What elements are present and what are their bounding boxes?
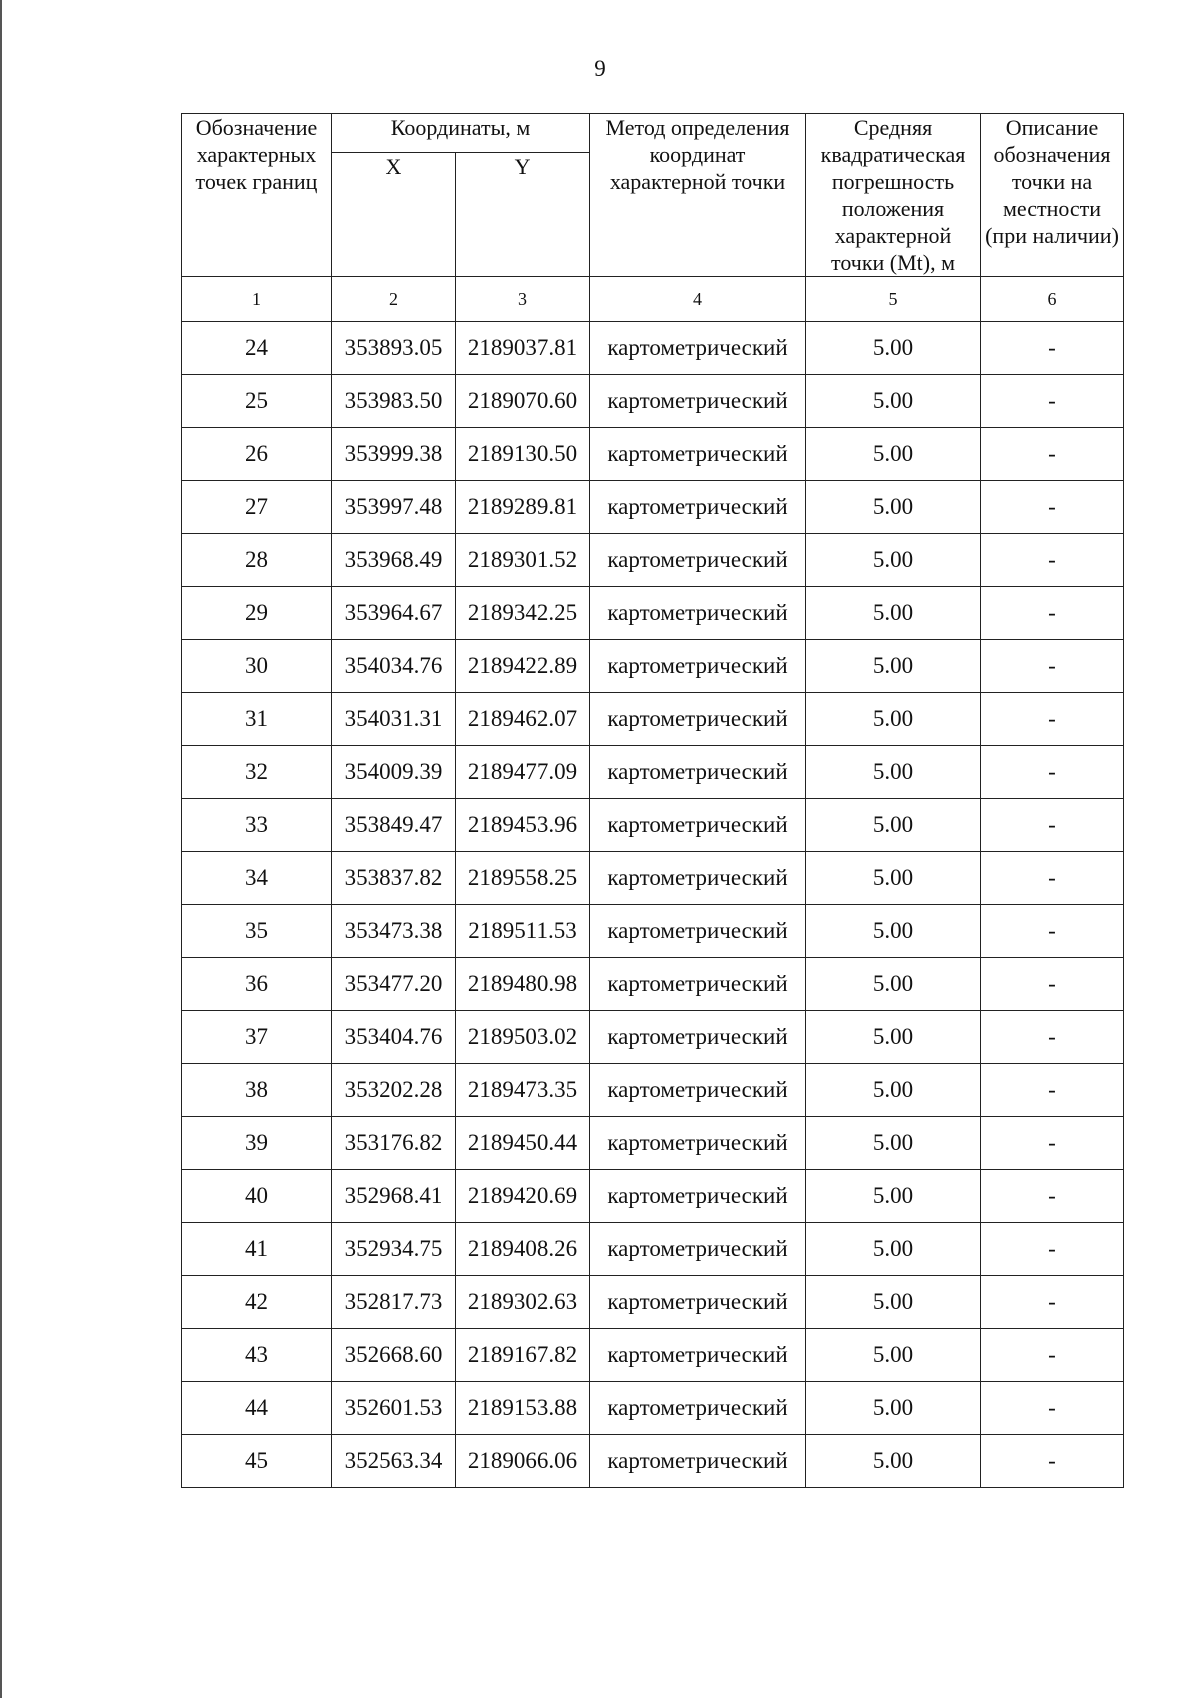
x-coordinate-cell: 354031.31 [332, 693, 456, 746]
table-row [182, 799, 1124, 852]
y-coordinate-cell: 2189453.96 [456, 799, 590, 852]
point-cell: 24 [182, 322, 332, 375]
y-coordinate-cell: 2189477.09 [456, 746, 590, 799]
error-cell: 5.00 [806, 852, 981, 905]
description-cell: - [981, 375, 1124, 428]
error-cell: 5.00 [806, 1223, 981, 1276]
error-cell: 5.00 [806, 1276, 981, 1329]
description-cell: - [981, 799, 1124, 852]
error-cell: 5.00 [806, 640, 981, 693]
y-coordinate-cell: 2189302.63 [456, 1276, 590, 1329]
y-coordinate-cell: 2189503.02 [456, 1011, 590, 1064]
point-cell: 39 [182, 1117, 332, 1170]
method-cell: картометрический [590, 1064, 806, 1117]
table-row [182, 481, 1124, 534]
description-cell: - [981, 958, 1124, 1011]
error-cell: 5.00 [806, 905, 981, 958]
table-row [182, 1117, 1124, 1170]
x-coordinate-cell: 352601.53 [332, 1382, 456, 1435]
y-coordinate-cell: 2189167.82 [456, 1329, 590, 1382]
error-cell: 5.00 [806, 587, 981, 640]
table-body [182, 322, 1124, 1488]
table-row [182, 1170, 1124, 1223]
description-cell: - [981, 1170, 1124, 1223]
point-cell: 25 [182, 375, 332, 428]
method-cell: картометрический [590, 375, 806, 428]
method-cell: картометрический [590, 1011, 806, 1064]
error-cell: 5.00 [806, 375, 981, 428]
header-description: Описание обозначения точки на местности (при наличии) [981, 114, 1124, 277]
y-coordinate-cell: 2189422.89 [456, 640, 590, 693]
column-number: 1 [182, 277, 332, 322]
method-cell: картометрический [590, 1329, 806, 1382]
description-cell: - [981, 1329, 1124, 1382]
x-coordinate-cell: 353999.38 [332, 428, 456, 481]
description-cell: - [981, 1276, 1124, 1329]
header-coordinates: Координаты, м [332, 114, 590, 153]
table-row [182, 852, 1124, 905]
method-cell: картометрический [590, 1223, 806, 1276]
x-coordinate-cell: 353968.49 [332, 534, 456, 587]
point-cell: 29 [182, 587, 332, 640]
method-cell: картометрический [590, 1382, 806, 1435]
error-cell: 5.00 [806, 481, 981, 534]
description-cell: - [981, 1064, 1124, 1117]
x-coordinate-cell: 353837.82 [332, 852, 456, 905]
x-coordinate-cell: 352817.73 [332, 1276, 456, 1329]
table-row [182, 587, 1124, 640]
error-cell: 5.00 [806, 799, 981, 852]
y-coordinate-cell: 2189037.81 [456, 322, 590, 375]
scan-edge-line [0, 0, 2, 1698]
method-cell: картометрический [590, 640, 806, 693]
point-cell: 44 [182, 1382, 332, 1435]
table-row [182, 746, 1124, 799]
table-row [182, 905, 1124, 958]
y-coordinate-cell: 2189153.88 [456, 1382, 590, 1435]
method-cell: картометрический [590, 587, 806, 640]
x-coordinate-cell: 352968.41 [332, 1170, 456, 1223]
method-cell: картометрический [590, 322, 806, 375]
y-coordinate-cell: 2189130.50 [456, 428, 590, 481]
error-cell: 5.00 [806, 1011, 981, 1064]
x-coordinate-cell: 353176.82 [332, 1117, 456, 1170]
header-designation: Обозначение характерных точек границ [182, 114, 332, 277]
description-cell: - [981, 1117, 1124, 1170]
point-cell: 43 [182, 1329, 332, 1382]
method-cell: картометрический [590, 693, 806, 746]
method-cell: картометрический [590, 481, 806, 534]
table-row [182, 1329, 1124, 1382]
error-cell: 5.00 [806, 428, 981, 481]
method-cell: картометрический [590, 1435, 806, 1488]
description-cell: - [981, 852, 1124, 905]
point-cell: 37 [182, 1011, 332, 1064]
error-cell: 5.00 [806, 746, 981, 799]
y-coordinate-cell: 2189558.25 [456, 852, 590, 905]
table-row [182, 640, 1124, 693]
column-number: 4 [590, 277, 806, 322]
method-cell: картометрический [590, 746, 806, 799]
method-cell: картометрический [590, 799, 806, 852]
description-cell: - [981, 1382, 1124, 1435]
description-cell: - [981, 322, 1124, 375]
description-cell: - [981, 1435, 1124, 1488]
x-coordinate-cell: 354009.39 [332, 746, 456, 799]
error-cell: 5.00 [806, 1170, 981, 1223]
description-cell: - [981, 587, 1124, 640]
table-row [182, 322, 1124, 375]
error-cell: 5.00 [806, 534, 981, 587]
point-cell: 38 [182, 1064, 332, 1117]
point-cell: 28 [182, 534, 332, 587]
method-cell: картометрический [590, 1117, 806, 1170]
x-coordinate-cell: 352668.60 [332, 1329, 456, 1382]
x-coordinate-cell: 353997.48 [332, 481, 456, 534]
x-coordinate-cell: 353202.28 [332, 1064, 456, 1117]
error-cell: 5.00 [806, 958, 981, 1011]
point-cell: 27 [182, 481, 332, 534]
method-cell: картометрический [590, 905, 806, 958]
y-coordinate-cell: 2189289.81 [456, 481, 590, 534]
x-coordinate-cell: 353964.67 [332, 587, 456, 640]
description-cell: - [981, 1223, 1124, 1276]
point-cell: 26 [182, 428, 332, 481]
point-cell: 45 [182, 1435, 332, 1488]
point-cell: 34 [182, 852, 332, 905]
method-cell: картометрический [590, 852, 806, 905]
column-number-row [182, 277, 1124, 322]
table-row [182, 1223, 1124, 1276]
point-cell: 42 [182, 1276, 332, 1329]
y-coordinate-cell: 2189480.98 [456, 958, 590, 1011]
y-coordinate-cell: 2189066.06 [456, 1435, 590, 1488]
point-cell: 41 [182, 1223, 332, 1276]
table-row [182, 1276, 1124, 1329]
error-cell: 5.00 [806, 1064, 981, 1117]
header-method: Метод определения координат характерной точки [590, 114, 806, 277]
table-row [182, 534, 1124, 587]
point-cell: 36 [182, 958, 332, 1011]
y-coordinate-cell: 2189450.44 [456, 1117, 590, 1170]
point-cell: 33 [182, 799, 332, 852]
header-y: Y [456, 152, 590, 276]
x-coordinate-cell: 353983.50 [332, 375, 456, 428]
x-coordinate-cell: 353893.05 [332, 322, 456, 375]
description-cell: - [981, 746, 1124, 799]
y-coordinate-cell: 2189301.52 [456, 534, 590, 587]
page-number: 9 [594, 56, 606, 81]
y-coordinate-cell: 2189342.25 [456, 587, 590, 640]
header-error: Средняя квадратическая погрешность положения характерной точки (Mt), м [806, 114, 981, 277]
description-cell: - [981, 640, 1124, 693]
table-row [182, 1382, 1124, 1435]
table-row [182, 1435, 1124, 1488]
x-coordinate-cell: 353849.47 [332, 799, 456, 852]
x-coordinate-cell: 352563.34 [332, 1435, 456, 1488]
description-cell: - [981, 905, 1124, 958]
error-cell: 5.00 [806, 1117, 981, 1170]
method-cell: картометрический [590, 958, 806, 1011]
description-cell: - [981, 693, 1124, 746]
description-cell: - [981, 1011, 1124, 1064]
point-cell: 32 [182, 746, 332, 799]
y-coordinate-cell: 2189473.35 [456, 1064, 590, 1117]
header-x: X [332, 152, 456, 276]
description-cell: - [981, 428, 1124, 481]
table-row [182, 1011, 1124, 1064]
y-coordinate-cell: 2189070.60 [456, 375, 590, 428]
x-coordinate-cell: 353473.38 [332, 905, 456, 958]
x-coordinate-cell: 352934.75 [332, 1223, 456, 1276]
point-cell: 30 [182, 640, 332, 693]
column-number: 2 [332, 277, 456, 322]
error-cell: 5.00 [806, 693, 981, 746]
y-coordinate-cell: 2189511.53 [456, 905, 590, 958]
table-row [182, 693, 1124, 746]
description-cell: - [981, 534, 1124, 587]
table-row [182, 958, 1124, 1011]
error-cell: 5.00 [806, 322, 981, 375]
method-cell: картометрический [590, 1170, 806, 1223]
method-cell: картометрический [590, 428, 806, 481]
column-number: 5 [806, 277, 981, 322]
y-coordinate-cell: 2189462.07 [456, 693, 590, 746]
x-coordinate-cell: 353477.20 [332, 958, 456, 1011]
point-cell: 31 [182, 693, 332, 746]
table-row [182, 1064, 1124, 1117]
method-cell: картометрический [590, 1276, 806, 1329]
point-cell: 40 [182, 1170, 332, 1223]
y-coordinate-cell: 2189408.26 [456, 1223, 590, 1276]
error-cell: 5.00 [806, 1435, 981, 1488]
error-cell: 5.00 [806, 1382, 981, 1435]
table-row [182, 428, 1124, 481]
method-cell: картометрический [590, 534, 806, 587]
description-cell: - [981, 481, 1124, 534]
coordinates-table [181, 113, 1124, 1488]
y-coordinate-cell: 2189420.69 [456, 1170, 590, 1223]
point-cell: 35 [182, 905, 332, 958]
table-row [182, 375, 1124, 428]
x-coordinate-cell: 354034.76 [332, 640, 456, 693]
error-cell: 5.00 [806, 1329, 981, 1382]
x-coordinate-cell: 353404.76 [332, 1011, 456, 1064]
column-number: 6 [981, 277, 1124, 322]
column-number: 3 [456, 277, 590, 322]
